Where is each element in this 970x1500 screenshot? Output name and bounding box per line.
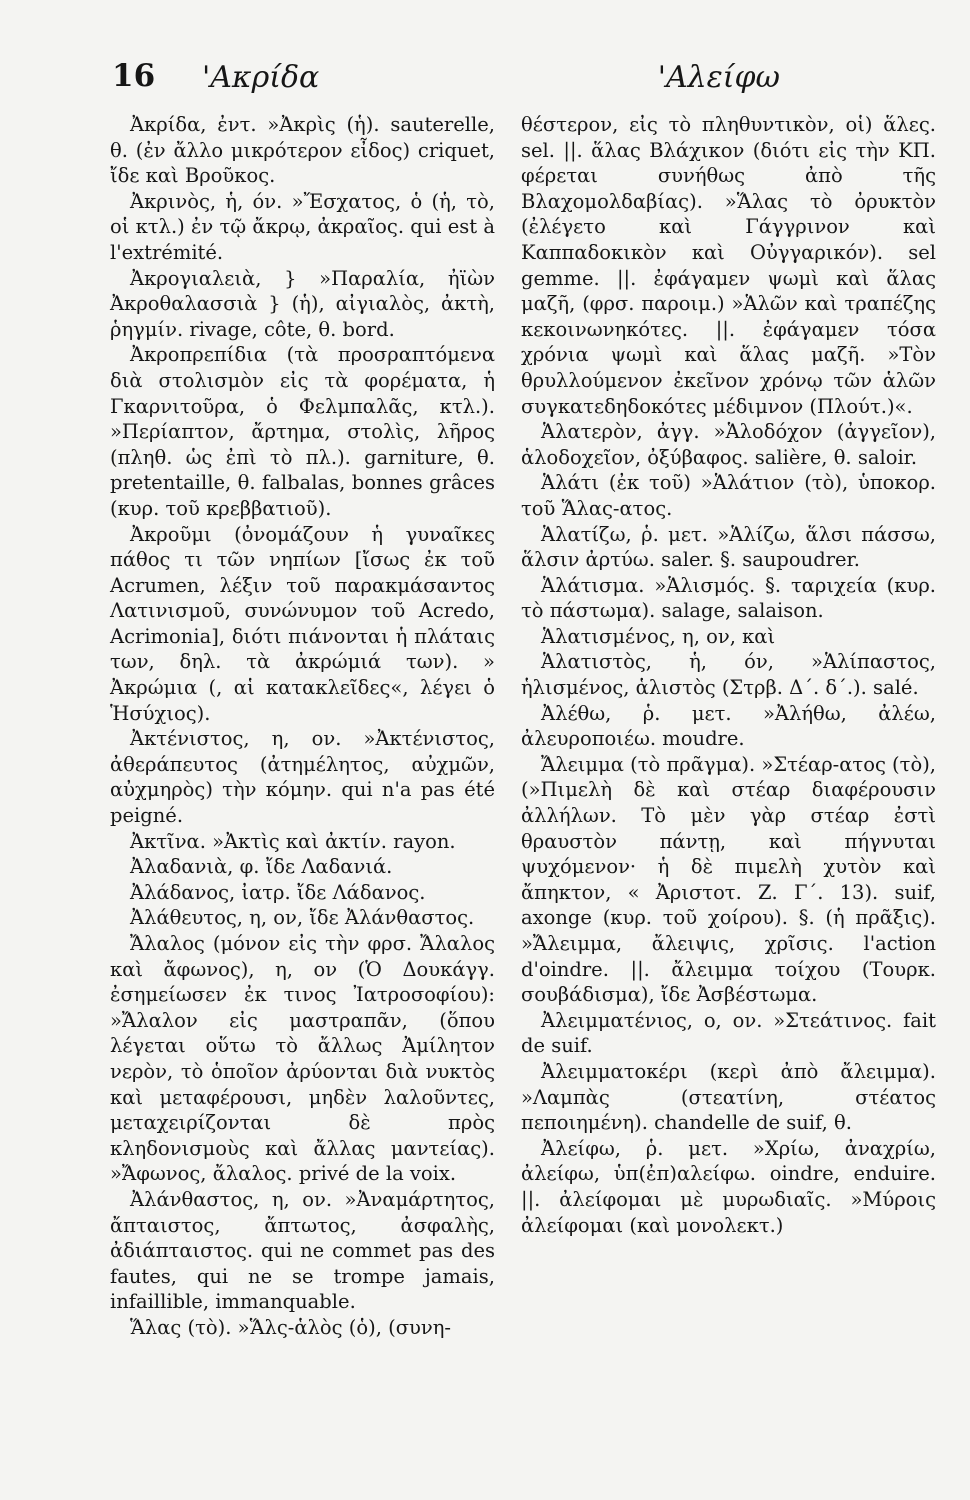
page-number: 16 (112, 58, 156, 94)
entry-alanthastos: Ἀλάνθαστος, η, ον. »Ἀναμάρτητος, ἄπταιστος, ἄπτωτος, ἀσφαλὴς, ἀδιάπταιστος. qui ne commet pas des fautes, qui ne se trompe jamais, infaillible, immanquable. (110, 1187, 495, 1314)
entry-alas: Ἅλας (τὸ). »Ἅλς-ἁλὸς (ὁ), (συνη- (130, 1315, 451, 1339)
entry-aleimmatenios: Ἀλειμματένιος, ο, ον. »Στεάτινος. fait de suif. (521, 1008, 936, 1058)
entry-alatismenos: Ἁλατισμένος, η, ον, καὶ (541, 624, 776, 648)
entry-aleifo: Ἀλείφω, ῥ. μετ. »Χρίω, ἀναχρίω, ἀλείφω, ὑπ(ἐπ)αλείφω. oindre, enduire. ||. ἀλείφομαι μὲ μυρωδιαῖς. »Μύροις ἀλείφομαι (καὶ μονολεκτ.) (521, 1136, 936, 1237)
right-column (521, 112, 936, 1238)
entry-aladania: Ἀλαδανιὰ, φ. ἴδε Λαδανιά. (130, 855, 393, 879)
entry-aleimmatokeri: Ἀλειμματοκέρι (κερὶ ἀπὸ ἄλειμμα). »Λαμπὰς (στεατίνη, στέατος πεποιημένη). chandelle de suif, θ. (521, 1059, 936, 1135)
left-column (110, 112, 495, 1341)
entry-akrida: Ἀκρίδα, ἐντ. »Ἀκρὶς (ἡ). sauterelle, θ. (ἐν ἄλλο μικρότερον εἶδος) criquet, ἴδε καὶ Βροῦκος. (110, 113, 495, 188)
entry-akroprepidia: Ἀκροπρεπίδια (τὰ προσραπτόμενα διὰ στολισμὸν εἰς τὰ φορέματα, ἡ Γκαρνιτοῦρα, ὁ Φελμπαλᾶς, κτλ.). »Περίαπτον, ἄρτημα, στολὶς, λῆρος (πληθ. ὡς ἐπὶ τὸ πλ.). garniture, θ. pretentaille, θ. falbalas, bonnes grâces (κυρ. τοῦ κρεββατιοῦ). (110, 343, 495, 520)
entry-aleimma: Ἄλειμμα (τὸ πρᾶγμα). »Στέαρ-ατος (τὸ), (»Πιμελὴ δὲ καὶ στέαρ διαφέρουσιν ἀλλήλων. Τὸ μὲν γὰρ στέαρ ἐστὶ θραυστὸν πάντῃ, καὶ πήγνυται ψυχόμενον· ἡ δὲ πιμελὴ χυτὸν καὶ ἄπηκτον, « Ἀριστοτ. Ζ. Γ΄. 13). suif, axonge (κυρ. τοῦ χοίρου). §. (ἡ πρᾶξις). »Ἄλειμμα, ἄλειψις, χρῖσις. l'action d'oindre. ||. ἄλειμμα τοίχου (Τουρκ. σουβάδισμα), ἴδε Ἀσβέστωμα. (521, 752, 936, 1007)
entry-alatheutos: Ἀλάθευτος, η, ον, ἴδε Ἀλάνθαστος. (130, 906, 475, 930)
entry-alalos: Ἄλαλος (μόνον εἰς τὴν φρσ. Ἄλαλος καὶ ἄφωνος), η, ον (Ὁ Δουκάγγ. ἐσημείωσεν ἐκ τινος Ἰατροσοφίου): »Ἄλαλον εἰς μαστραπᾶν, (ὅπου λέγεται οὕτω τὸ ἄλλως Ἀμίλητον νερὸν, τὸ ὁποῖον ἀρύονται διὰ νυκτὸς καὶ μεταφέρουσι, μηδὲν λαλοῦντες, μεταχειρίζονται δὲ πρὸς κληδονισμοὺς καὶ ἄλλας μαντείας). »Ἄφωνος, ἄλαλος. privé de la voix. (110, 932, 495, 1186)
entry-aktenistos: Ἀκτένιστος, η, ον. »Ἀκτένιστος, ἀθεράπευτος (ἀτημέλητος, αὐχμῶν, αὐχμηρὸς) τὴν κόμην. qui n'a pas été peigné. (110, 727, 495, 828)
entry-alatizo: Ἁλατίζω, ῥ. μετ. »Ἁλίζω, ἅλσι πάσσω, ἅλσιν ἀρτύω. saler. §. saupoudrer. (521, 522, 936, 572)
right-running-headword: 'Αλείφω (657, 60, 780, 95)
page-header (112, 58, 780, 100)
entry-aletho: Ἀλέθω, ῥ. μετ. »Ἀλήθω, ἀλέω, ἀλευροποιέω. moudre. (521, 701, 936, 751)
entry-alati: Ἁλάτι (ἐκ τοῦ) »Ἁλάτιον (τὸ), ὑποκορ. τοῦ Ἅλας-ατος. (521, 471, 936, 520)
entry-aladanos: Ἀλάδανος, ἰατρ. ἴδε Λάδανος. (130, 880, 426, 904)
entry-alas-continued: θέστερον, εἰς τὸ πληθυντικὸν, οἱ) ἅλες. sel. ||. ἅλας Βλάχικον (διότι εἰς τὴν ΚΠ. φέρεται συνήθως ἀπὸ τῆς Βλαχομολδαβίας). »Ἅλας τὸ ὀρυκτὸν (ἐλέγετο καὶ Γάγγρινον καὶ Καππαδοκικὸν καὶ Οὐγγαρικόν). sel gemme. ||. ἐφάγαμεν ψωμὶ καὶ ἅλας μαζῆ, (φρσ. παροιμ.) »Ἁλῶν καὶ τραπέζης κεκοινωνηκότες. ||. ἐφάγαμεν τόσα χρόνια ψωμὶ καὶ ἅλας μαζῆ. »Τὸν θρυλλούμενον ἐκεῖνον χρόνῳ τῶν ἁλῶν συγκατεδηδοκότες μέδιμνον (Πλούτ.)«. (521, 113, 936, 418)
entry-alateron: Ἁλατερὸν, ἀγγ. »Ἁλοδόχον (ἀγγεῖον), ἁλοδοχεῖον, ὀξύβαφος. salière, θ. saloir. (521, 420, 936, 469)
entry-aktina: Ἀκτῖνα. »Ἀκτὶς καὶ ἀκτίν. rayon. (130, 829, 456, 853)
entry-akrogialeia: Ἀκρογιαλειὰ, } »Παραλία, ἠϊὼν Ἀκροθαλασσιὰ } (ἡ), αἰγιαλὸς, ἀκτὴ, ῥηγμίν. rivage, côte, θ. bord. (110, 266, 495, 341)
entry-alatisma: Ἁλάτισμα. »Ἁλισμός. §. ταριχεία (κυρ. τὸ πάστωμα). salage, salaison. (521, 573, 936, 623)
entry-akrinos: Ἀκρινὸς, ἡ, όν. »Ἔσχατος, ὁ (ἡ, τὸ, οἱ κτλ.) ἐν τῷ ἄκρῳ, ἀκραῖος. qui est à l'extrémité. (110, 189, 495, 264)
left-running-headword: 'Ακρίδα (202, 60, 320, 95)
entry-akroumi: Ἀκροῦμι (ὀνομάζουν ἡ γυναῖκες πάθος τι τῶν νηπίων [ἴσως ἐκ τοῦ Acrumen, λέξιν τοῦ παρακμάσαντος Λατινισμοῦ, συνώνυμον τοῦ Acredo, Acrimonia], διότι πιάνονται ἡ πλάταις των, δηλ. τὰ ἀκρώμιά των). » Ἀκρώμια (, αἱ κατακλεῖδες«, λέγει ὁ Ἡσύχιος). (110, 522, 495, 725)
entry-alatistos: Ἁλατιστὸς, ἡ, όν, »Ἁλίπαστος, ἡλισμένος, ἁλιστὸς (Στρβ. Δ΄. δ΄.). salé. (521, 650, 936, 700)
